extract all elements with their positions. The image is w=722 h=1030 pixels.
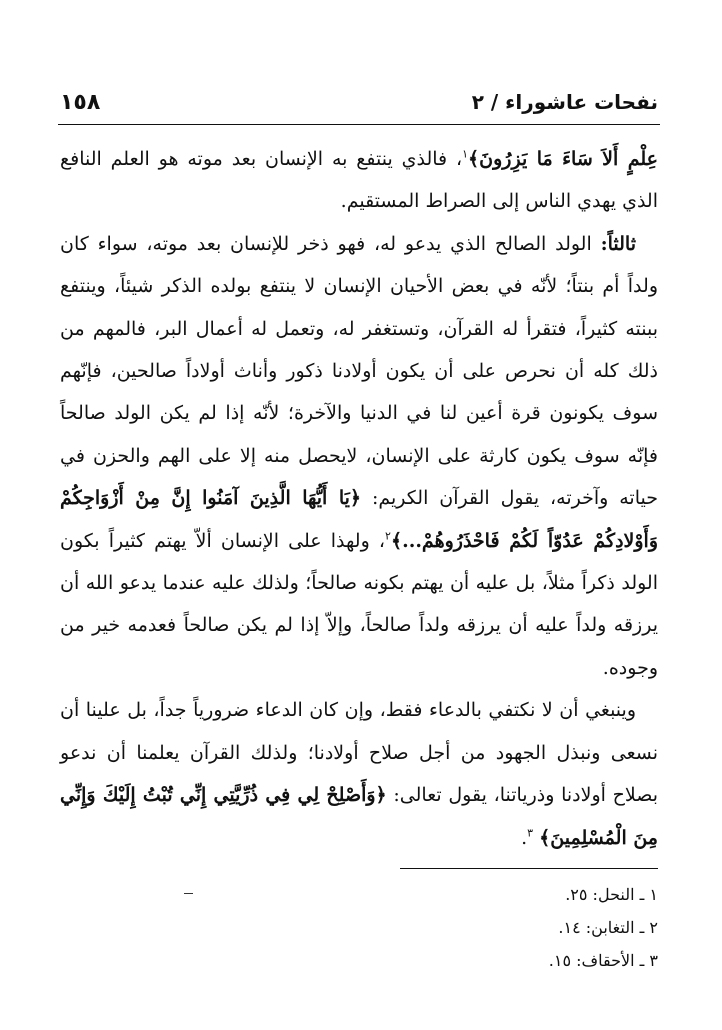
footnotes (400, 878, 658, 977)
header-rule (58, 124, 660, 125)
footnote-1: ١ ـ النحل: ٢٥. (565, 885, 658, 904)
footnote-2: ٢ ـ التغابن: ١٤. (558, 918, 658, 937)
paragraph-1-text: ، فالذي ينتفع به الإنسان بعد موته هو العلم النافع الذي يهدي الناس إلى الصراط المستقيم. (60, 148, 658, 213)
paragraph-2-text-2: ، ولهذا على الإنسان ألاّ يهتم كثيراً بكون الولد ذكراً مثلاً، بل عليه أن يهتم بكونه صالحاً؛ ولذلك عليه عندما يدعو الله أن يرزقه ولداً عليه أن يرزقه ولداً صالحاً، وإلاّ إذا لم يكن صالحاً فعدمه خير من وجوده. (60, 529, 658, 679)
page-number: ١٥٨ (60, 89, 101, 115)
paragraph-3-end: . (521, 826, 528, 849)
footnote-ref-2: ٢ (385, 529, 391, 543)
stray-mark (184, 893, 193, 894)
running-title: نفحات عاشوراء / ٢ (471, 90, 658, 114)
paragraph-2 (60, 223, 658, 689)
page-header (60, 84, 658, 120)
quran-verse-2: ﴿يَا أَيُّهَا الَّذِينَ آمَنُوا إِنَّ مِنْ أَزْوَاجِكُمْ وَأَوْلادِكُمْ عَدُوّاً لَكُمْ فَاحْذَرُوهُمْ...﴾ (60, 487, 658, 552)
footnote-ref-3: ٣ (527, 826, 534, 840)
quran-verse-3: ﴿وَأَصْلِحْ لِي فِي ذُرِّيَّتِي إِنِّي تُبْتُ إِلَيْكَ وَإِنِّي مِنَ الْمُسْلِمِينَ﴾ (60, 784, 658, 849)
footnote-ref-1: ١ (462, 147, 469, 161)
paragraph-2-lead: ثالثاً: (600, 232, 636, 255)
paragraph-1 (60, 138, 658, 223)
paragraph-3 (60, 689, 658, 859)
footnote-rule (400, 868, 658, 869)
quran-verse-1: عِلْمٍ أَلاَ سَاءَ مَا يَزِرُونَ﴾ (468, 148, 658, 170)
body-text (60, 138, 658, 859)
footnote-3: ٣ ـ الأحقاف: ١٥. (548, 951, 658, 970)
paragraph-2-text-1: الولد الصالح الذي يدعو له، فهو ذخر للإنسان بعد موته، سواء كان ولداً أم بنتاً؛ لأنّه في بعض الأحيان الإنسان لا ينتفع بولده الذكر شيئاً، وينتفع ببنته كثيراً، فتقرأ له القرآن، وتستغفر له، وتعمل له أعمال البر، فالمهم من ذلك كله أن نحرص على أن يكون أولادنا ذكور وأناث أولاداً صالحين، فإنّهم سوف يكونون قرة أعين لنا في الدنيا والآخرة؛ لأنّه إذا لم يكن الولد صالحاً فإنّه سوف يكون كارثة على الإنسان، لايحصل منه إلا على الهم والحزن في حياته وآخرته، يقول القرآن الكريم: (60, 232, 658, 510)
paragraph-3-text: وينبغي أن لا نكتفي بالدعاء فقط، وإن كان الدعاء ضرورياً جداً، بل علينا أن نسعى ونبذل الجهود من أجل صلاح أولادنا؛ ولذلك القرآن يعلمنا أن ندعو بصلاح أولادنا وذرياتنا، يقول تعالى: (60, 699, 658, 807)
